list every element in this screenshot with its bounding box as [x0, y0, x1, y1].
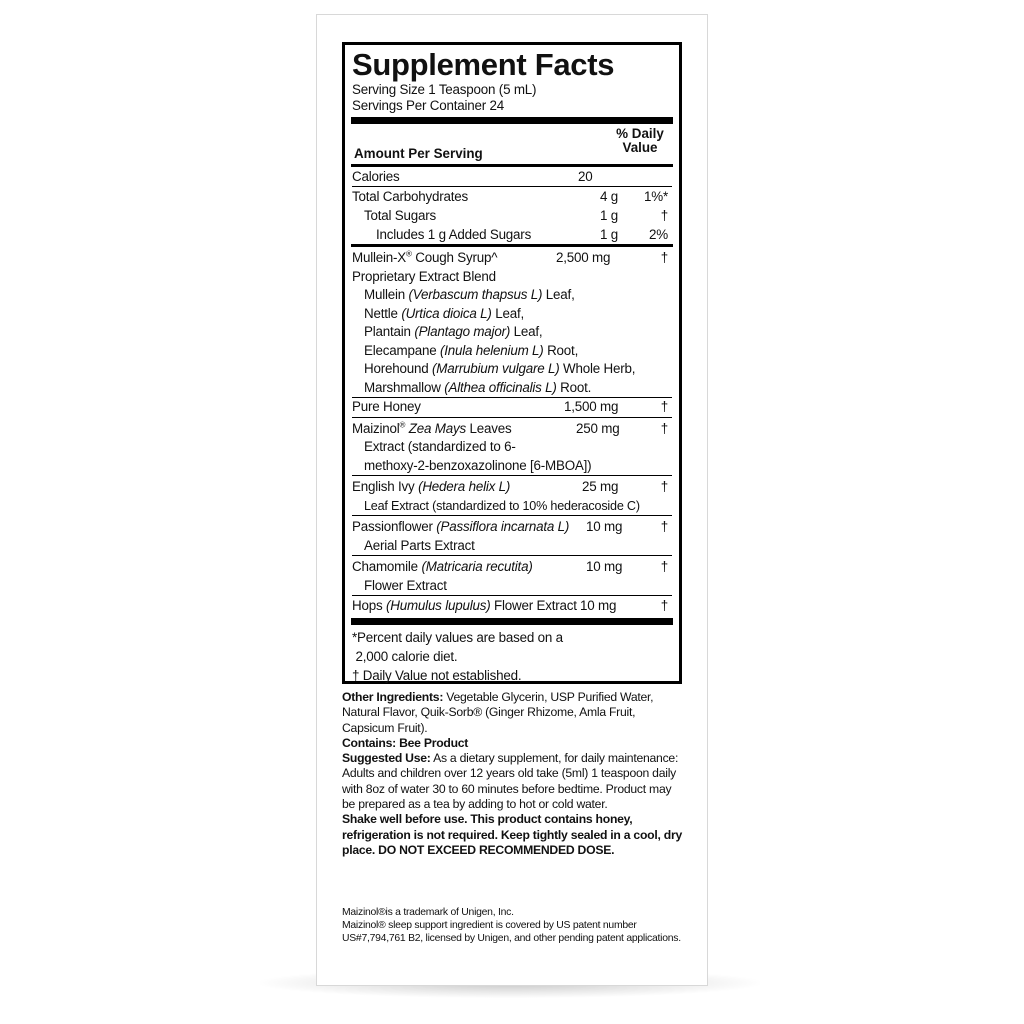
- ingredient-name: Passionflower: [352, 519, 437, 534]
- nutrient-dv: †: [660, 208, 668, 223]
- nutrient-name: Calories: [352, 169, 400, 184]
- herb-item: [352, 342, 672, 361]
- ingredient-mullein-blend: [352, 247, 672, 397]
- ingredient-dv: †: [660, 399, 668, 414]
- ingredient-latin: (Humulus lupulus): [385, 598, 491, 613]
- mullein-title: [352, 249, 672, 268]
- herb-part: Leaf,: [542, 287, 575, 302]
- ingredient-amount: 10 mg: [586, 519, 623, 534]
- herb-name: Elecampane: [364, 342, 440, 358]
- herb-part: Whole Herb,: [559, 361, 636, 376]
- ingredient-detail: Leaf Extract (standardized to 10% hederacoside C): [364, 498, 640, 513]
- ingredient-dv: †: [660, 479, 668, 494]
- trademark-notice: Maizinol®is a trademark of Unigen, Inc.: [342, 907, 514, 918]
- ingredient-english-ivy: [352, 476, 672, 515]
- nutrient-amount: 4 g: [599, 189, 618, 204]
- ingredient-detail: Aerial Parts Extract: [364, 537, 475, 553]
- nutrient-row-carbs: [352, 187, 672, 206]
- ingredient-dv: †: [660, 598, 668, 613]
- mullein-blend-label: Proprietary Extract Blend: [352, 268, 496, 284]
- herb-part: Root.: [556, 379, 592, 395]
- herb-latin: (Urtica dioica L): [401, 305, 492, 321]
- herb-item: [352, 323, 672, 342]
- nutrient-row-calories: [352, 167, 672, 186]
- warning-text: Shake well before use. This product contains honey, refrigeration is not required. Keep tightly sealed in a cool, dry place. DO NOT EXCEED RECOMMENDED DOSE.: [342, 812, 682, 857]
- maizinol-name-rest: Leaves: [465, 420, 512, 436]
- nutrient-name: Total Carbohydrates: [352, 189, 469, 204]
- ingredient-amount: 250 mg: [576, 420, 620, 436]
- herb-latin: (Verbascum thapsus L): [408, 287, 543, 302]
- footnote-percent: *Percent daily values are based on a: [352, 629, 563, 645]
- supplement-facts-box: [342, 42, 682, 684]
- herb-item: [352, 379, 672, 398]
- ingredient-name: English Ivy: [352, 479, 419, 494]
- suggested-use-label: Suggested Use:: [342, 751, 431, 766]
- daily-value-header-line1: % Daily: [616, 126, 664, 141]
- herb-item: [352, 286, 672, 305]
- maizinol-detail: methoxy-2-benzoxazolinone [6-MBOA]): [364, 457, 592, 473]
- ingredient-name: Chamomile: [352, 559, 422, 574]
- contains-text: Contains: Bee Product: [342, 735, 469, 750]
- herb-name: Marshmallow: [364, 379, 445, 395]
- divider-thick: [351, 117, 673, 124]
- suggested-use: [342, 751, 687, 812]
- nutrient-row-added-sugars: [352, 225, 672, 244]
- herb-name: Mullein: [364, 287, 409, 302]
- ingredient-name: Pure Honey: [352, 399, 421, 414]
- ingredient-detail: Flower Extract: [364, 577, 447, 593]
- daily-value-header: [610, 127, 670, 155]
- ingredient-amount: 10 mg: [580, 598, 617, 613]
- serving-size: Serving Size 1 Teaspoon (5 mL): [352, 82, 537, 97]
- column-header: [352, 124, 672, 164]
- chamomile-title: [352, 558, 672, 577]
- other-ingredients-label: Other Ingredients:: [342, 690, 444, 704]
- maizinol-detail: Extract (standardized to 6-: [364, 439, 516, 454]
- ingredient-part: Flower Extract: [490, 598, 577, 613]
- footnote-calorie: 2,000 calorie diet.: [352, 648, 458, 664]
- ingredient-dv: †: [660, 250, 668, 265]
- contains: [342, 736, 687, 751]
- nutrient-amount: 1 g: [599, 208, 618, 223]
- ingredient-passionflower: [352, 516, 672, 555]
- ingredient-amount: 25 mg: [582, 479, 619, 494]
- herb-latin: (Plantago major): [414, 324, 511, 339]
- facts-title: Supplement Facts: [352, 47, 615, 82]
- maizinol-name: Maizinol: [352, 420, 400, 436]
- herb-item: [352, 360, 672, 379]
- other-ingredients: [342, 690, 687, 736]
- registered-mark: ®: [399, 420, 406, 430]
- maizinol-title: [352, 420, 672, 439]
- amount-per-serving-label: Amount Per Serving: [354, 146, 483, 161]
- product-info: [342, 690, 687, 858]
- nutrient-dv: 2%: [649, 227, 668, 242]
- ingredient-hops: [352, 596, 672, 616]
- daily-value-header-line2: Value: [622, 140, 658, 155]
- herb-part: Root,: [543, 342, 579, 358]
- servings-per-container: Servings Per Container 24: [352, 98, 505, 113]
- patent-notice: Maizinol® sleep support ingredient is covered by US patent number US#7,794,761 B2, licensed by Unigen, and other pending patent applications.: [342, 920, 681, 945]
- ingredient-dv: †: [660, 420, 668, 436]
- nutrient-row-sugars: [352, 206, 672, 225]
- ivy-title: [352, 478, 672, 497]
- ingredient-amount: 10 mg: [586, 559, 623, 574]
- ingredient-dv: †: [660, 559, 668, 574]
- ingredient-latin: (Passiflora incarnata L): [436, 519, 570, 534]
- ingredient-amount: 2,500 mg: [556, 250, 611, 265]
- mullein-name: Mullein-X: [352, 250, 407, 265]
- passionflower-title: [352, 518, 672, 537]
- ingredient-amount: 1,500 mg: [564, 399, 619, 414]
- ingredient-latin: (Matricaria recutita): [421, 559, 533, 574]
- ingredient-honey: [352, 398, 672, 417]
- hops-title: [352, 597, 672, 616]
- other-ingredients-text: Vegetable Glycerin, USP Purified Water, Natural Flavor, Quik-Sorb® (Ginger Rhizome, Amla Fruit, Capsicum Fruit).: [342, 690, 654, 735]
- registered-mark: ®: [406, 249, 412, 259]
- herb-name: Horehound: [364, 361, 432, 376]
- mullein-name-rest: Cough Syrup^: [411, 250, 498, 265]
- ingredient-maizinol: [352, 418, 672, 476]
- nutrient-amount: 1 g: [599, 227, 618, 242]
- herb-latin: (Althea officinalis L): [444, 379, 557, 395]
- herb-item: [352, 305, 672, 324]
- herb-name: Plantain: [364, 324, 415, 339]
- nutrient-amount: 20: [578, 169, 593, 184]
- warning: [342, 812, 687, 858]
- divider-thick: [351, 618, 673, 625]
- ingredient-chamomile: [352, 556, 672, 595]
- herb-latin: (Inula helenium L): [439, 342, 544, 358]
- legal-notice: [342, 906, 687, 946]
- nutrient-name: Includes 1 g Added Sugars: [376, 227, 532, 242]
- facts-footnotes: [352, 625, 672, 685]
- maizinol-latin: Zea Mays: [408, 420, 466, 436]
- herb-name: Nettle: [364, 305, 402, 321]
- nutrient-dv: 1%*: [644, 189, 668, 204]
- herb-part: Leaf,: [491, 305, 524, 321]
- herb-latin: (Marrubium vulgare L): [431, 361, 560, 376]
- ingredient-name: Hops: [352, 598, 386, 613]
- footnote-dagger: † Daily Value not established.: [352, 667, 522, 683]
- ingredient-dv: †: [660, 519, 668, 534]
- nutrient-name: Total Sugars: [364, 208, 437, 223]
- ingredient-latin: (Hedera helix L): [418, 479, 511, 494]
- herb-part: Leaf,: [510, 324, 543, 339]
- suggested-use-text: As a dietary supplement, for daily maintenance: Adults and children over 12 years old take (5ml) 1 teaspoon daily with 8oz of water 30 to 60 minutes before bedtime. Product may be prepared as a tea by adding to hot or cold water.: [342, 751, 679, 812]
